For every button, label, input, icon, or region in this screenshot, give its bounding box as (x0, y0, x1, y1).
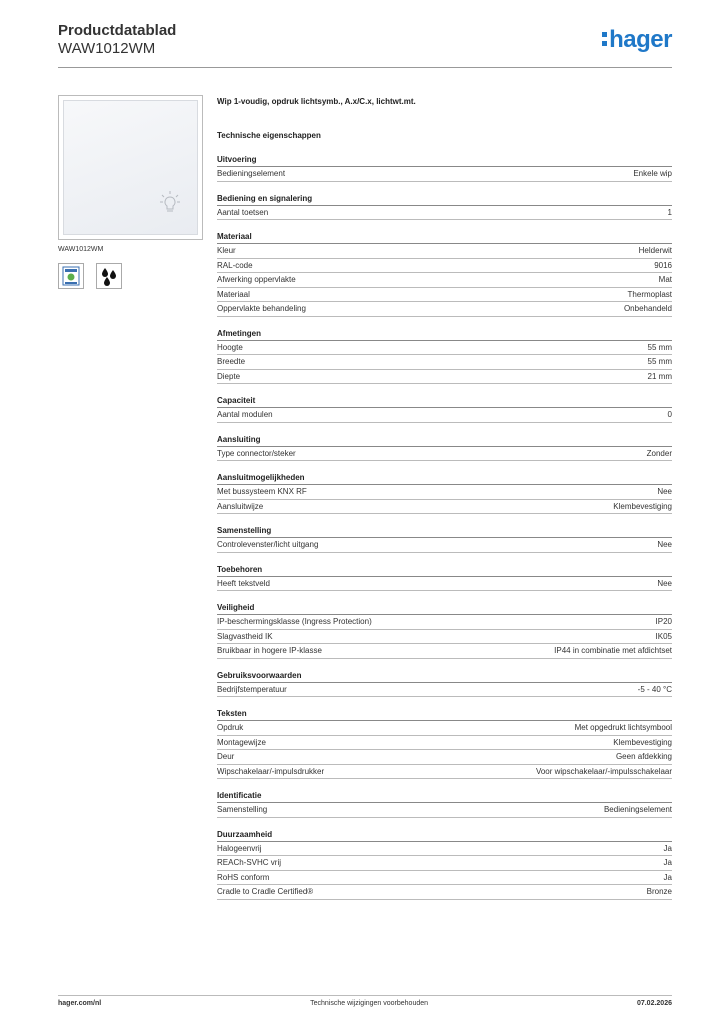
certification-icons (58, 263, 203, 289)
spec-row (217, 206, 672, 221)
spec-row (217, 341, 672, 356)
spec-value: Mat (658, 275, 672, 284)
spec-label: Oppervlakte behandeling (217, 304, 306, 313)
spec-value: Klembevestiging (613, 737, 672, 747)
spec-label: Kleur (217, 246, 236, 255)
spec-row (217, 885, 672, 900)
spec-row (217, 485, 672, 500)
spec-row (217, 447, 672, 462)
spec-row (217, 355, 672, 370)
section-title: Capaciteit (217, 394, 672, 408)
spec-section (217, 230, 672, 317)
section-title: Afmetingen (217, 327, 672, 341)
spec-value: -5 - 40 °C (637, 684, 672, 694)
spec-label: Deur (217, 752, 235, 761)
section-title: Samenstelling (217, 524, 672, 538)
spec-value: IP20 (655, 617, 672, 626)
spec-row (217, 842, 672, 857)
spec-value: Onbehandeld (623, 304, 672, 313)
spec-value: 1 (667, 207, 672, 217)
spec-label: Samenstelling (217, 805, 268, 814)
footer-date: 07.02.2026 (636, 1000, 672, 1007)
spec-value: Thermoplast (627, 289, 672, 299)
product-image (58, 95, 203, 240)
spec-row (217, 856, 672, 871)
spec-row (217, 302, 672, 317)
document-title: Productdatablad (58, 22, 177, 39)
spec-label: Slagvastheid IK (217, 631, 273, 641)
section-title: Veiligheid (217, 601, 672, 615)
spec-label: Bedieningselement (217, 169, 286, 178)
section-title: Aansluiting (217, 433, 672, 447)
spec-section (217, 828, 672, 900)
spec-label: Aansluitwijze (217, 501, 264, 511)
spec-row (217, 683, 672, 698)
spec-label: Afwerking oppervlakte (217, 275, 296, 284)
spec-value: Ja (663, 872, 672, 882)
spec-section (217, 707, 672, 779)
spec-row (217, 765, 672, 780)
spec-row (217, 871, 672, 886)
section-title: Uitvoering (217, 153, 672, 167)
spec-row (217, 577, 672, 592)
spec-value: Nee (657, 540, 672, 549)
spec-value: 55 mm (647, 342, 672, 352)
footer-website: hager.com/nl (58, 1000, 102, 1007)
spec-label: Wipschakelaar/-impulsdrukker (217, 766, 325, 776)
spec-row (217, 750, 672, 765)
spec-label: IP-beschermingsklasse (Ingress Protection) (217, 617, 372, 626)
water-drops-icon (96, 263, 122, 289)
section-title: Toebehoren (217, 563, 672, 577)
spec-value: Enkele wip (633, 169, 672, 178)
spec-value: IK05 (655, 631, 672, 641)
spec-row (217, 644, 672, 659)
section-title: Aansluitmogelijkheden (217, 471, 672, 485)
spec-section (217, 563, 672, 592)
spec-label: Bedrijfstemperatuur (217, 684, 287, 694)
document-header (58, 22, 176, 58)
spec-value: Klembevestiging (613, 501, 672, 511)
spec-label: Type connector/steker (217, 448, 296, 458)
product-code: WAW1012WM (58, 40, 156, 57)
product-image-caption: WAW1012WM (58, 246, 104, 253)
spec-label: Controlevenster/licht uitgang (217, 540, 319, 549)
spec-label: Hoogte (217, 342, 243, 352)
logo-colon-icon (602, 32, 607, 46)
spec-sections (217, 153, 672, 900)
spec-label: Halogeenvrij (217, 843, 262, 853)
section-title: Duurzaamheid (217, 828, 672, 842)
spec-row (217, 370, 672, 385)
spec-section (217, 153, 672, 182)
spec-section (217, 192, 672, 221)
spec-section (217, 601, 672, 659)
spec-row (217, 615, 672, 630)
section-title: Gebruiksvoorwaarden (217, 669, 672, 683)
light-bulb-icon (159, 190, 181, 216)
section-title: Materiaal (217, 230, 672, 244)
spec-label: Cradle to Cradle Certified® (217, 887, 314, 896)
product-description: Wip 1-voudig, opdruk lichtsymb., A.x/C.x, lichtwt.mt. (217, 97, 416, 106)
spec-section (217, 669, 672, 698)
spec-value: 21 mm (647, 371, 672, 381)
spec-value: Nee (657, 487, 672, 496)
spec-label: REACh-SVHC vrij (217, 858, 282, 867)
spec-label: Met bussysteem KNX RF (217, 487, 307, 496)
hager-logo (602, 26, 672, 54)
spec-value: Bronze (646, 887, 672, 896)
eco-label-icon (58, 263, 84, 289)
spec-label: Montagewijze (217, 737, 266, 747)
spec-label: Materiaal (217, 289, 250, 299)
spec-row (217, 736, 672, 751)
spec-value: Bedieningselement (603, 805, 672, 814)
spec-label: Bruikbaar in hogere IP-klasse (217, 646, 322, 655)
spec-section (217, 524, 672, 553)
section-title: Bediening en signalering (217, 192, 672, 206)
rocker-switch-image (63, 100, 198, 235)
spec-label: Diepte (217, 371, 241, 381)
spec-section (217, 327, 672, 385)
spec-label: Aantal toetsen (217, 207, 269, 217)
spec-label: Aantal modulen (217, 410, 273, 419)
spec-value: 55 mm (647, 357, 672, 366)
spec-label: Opdruk (217, 723, 244, 732)
product-panel (58, 95, 203, 289)
spec-section (217, 471, 672, 514)
specifications (217, 95, 672, 900)
spec-row (217, 803, 672, 818)
section-title: Identificatie (217, 789, 672, 803)
spec-value: Nee (657, 578, 672, 588)
spec-row (217, 244, 672, 259)
spec-row (217, 273, 672, 288)
spec-row (217, 721, 672, 736)
spec-value: 9016 (654, 260, 672, 270)
spec-value: Ja (663, 858, 672, 867)
technical-properties-title: Technische eigenschappen (217, 131, 321, 140)
spec-row (217, 167, 672, 182)
spec-value: Geen afdekking (615, 752, 672, 761)
spec-value: Met opgedrukt lichtsymbool (574, 723, 672, 732)
section-title: Teksten (217, 707, 672, 721)
spec-row (217, 408, 672, 423)
spec-label: RAL-code (217, 260, 253, 270)
spec-row (217, 538, 672, 553)
spec-section (217, 394, 672, 423)
page-footer (58, 995, 672, 1007)
spec-value: Voor wipschakelaar/-impulsschakelaar (535, 766, 672, 776)
spec-section (217, 789, 672, 818)
header-divider (58, 67, 672, 68)
logo-text: hager (609, 26, 672, 53)
spec-row (217, 259, 672, 274)
spec-value: Helderwit (638, 246, 672, 255)
spec-value: IP44 in combinatie met afdichtset (554, 646, 672, 655)
spec-row (217, 288, 672, 303)
spec-row (217, 630, 672, 645)
spec-label: Heeft tekstveld (217, 578, 270, 588)
spec-label: RoHS conform (217, 872, 270, 882)
spec-label: Breedte (217, 357, 246, 366)
footer-note: Technische wijzigingen voorbehouden (310, 1000, 429, 1007)
spec-value: Ja (663, 843, 672, 853)
spec-value: 0 (667, 410, 672, 419)
spec-value: Zonder (646, 448, 672, 458)
spec-row (217, 500, 672, 515)
spec-section (217, 433, 672, 462)
